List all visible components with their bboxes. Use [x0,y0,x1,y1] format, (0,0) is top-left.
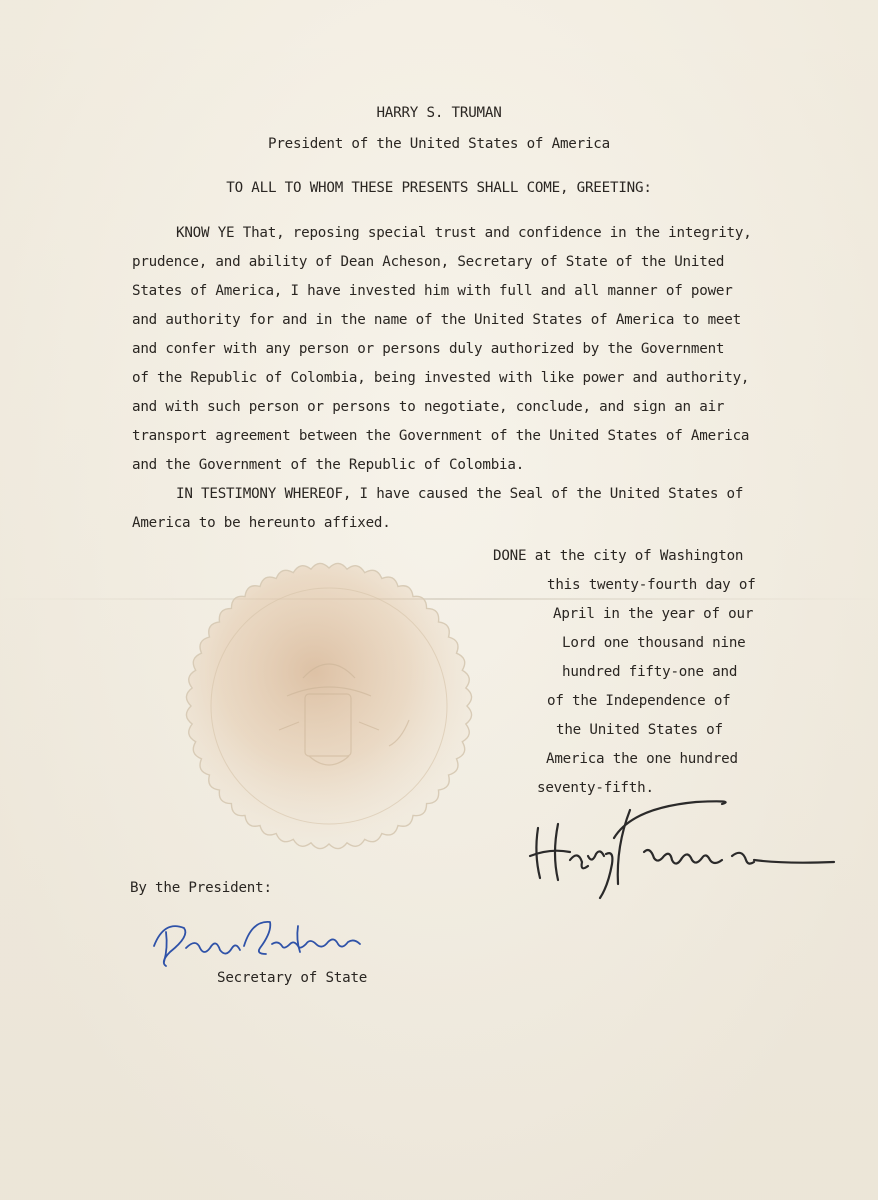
body-line: and the Government of the Republic of Colombia. [132,457,525,473]
issuer-name: HARRY S. TRUMAN [376,105,502,121]
testimony-line: America to be hereunto affixed. [132,515,391,531]
by-the-president-label: By the President: [130,880,272,896]
body-line: transport agreement between the Government of the United States of America [132,428,750,444]
body-line: prudence, and ability of Dean Acheson, Secretary of State of the United [132,254,725,270]
body-line: KNOW YE That, reposing special trust and confidence in the integrity, [176,225,752,241]
greeting: TO ALL TO WHOM THESE PRESENTS SHALL COME, GREETING: [226,180,652,196]
dating-line: hundred fifty-one and [562,664,738,680]
body-line: and confer with any person or persons duly authorized by the Government [132,341,725,357]
body-line: States of America, I have invested him with full and all manner of power [132,283,733,299]
body-line: and with such person or persons to negotiate, conclude, and sign an air [132,399,725,415]
dating-line: this twenty-fourth day of [547,577,756,593]
dating-line: April in the year of our [553,606,754,622]
testimony-line: IN TESTIMONY WHEREOF, I have caused the Seal of the United States of [176,486,744,502]
dating-line: Lord one thousand nine [562,635,746,651]
dating-line: of the Independence of [547,693,731,709]
issuer-title: President of the United States of America [267,136,610,152]
dating-line: seventy-fifth. [537,780,654,796]
dating-line: DONE at the city of Washington [493,548,744,564]
embossed-seal-icon [183,560,475,852]
president-signature-icon [526,798,846,902]
dating-line: America the one hundred [546,751,738,767]
secretary-signature-icon [148,912,388,972]
body-line: of the Republic of Colombia, being invested with like power and authority, [132,370,750,386]
secretary-of-state-label: Secretary of State [217,970,368,986]
dating-line: the United States of [556,722,723,738]
body-line: and authority for and in the name of the United States of America to meet [132,312,741,328]
